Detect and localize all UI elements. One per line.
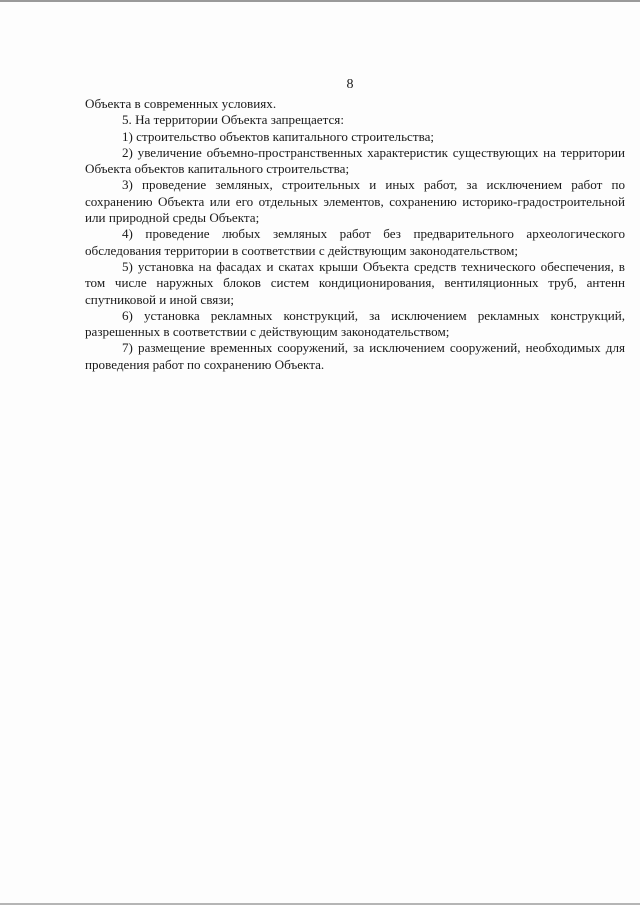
list-item-3: 3) проведение земляных, строительных и иных работ, за исключением работ по сохранению Объекта или его отдельных элементов, сохранению историко-градостроительной или природной среды Объекта; [85,177,625,226]
paragraph-continuation: Объекта в современных условиях. [85,96,277,111]
list-item-5: 5) установка на фасадах и скатах крыши Объекта средств технического обеспечения, в том числе наружных блоков систем кондиционирования, вентиляционных труб, антенн спутниковой и иной связи; [85,258,625,307]
page-number: 8 [346,77,354,92]
section-5-heading: 5. На территории Объекта запрещается: [122,112,344,128]
list-item-7: 7) размещение временных сооружений, за исключением сооружений, необходимых для проведения работ по сохранению Объекта. [85,340,625,372]
page-top-edge [0,0,640,2]
list-item-1: 1) строительство объектов капитального строительства; [122,128,435,144]
list-item-6: 6) установка рекламных конструкций, за исключением рекламных конструкций, разрешенных в соответствии с действующим законодательством; [85,307,625,340]
list-item-2: 2) увеличение объемно-пространственных характеристик существующих на территории Объекта объектов капитального строительства; [85,144,625,177]
document-body [85,96,625,373]
list-item-4: 4) проведение любых земляных работ без предварительного археологического обследования территории в соответствии с действующим законодательством; [85,226,625,258]
